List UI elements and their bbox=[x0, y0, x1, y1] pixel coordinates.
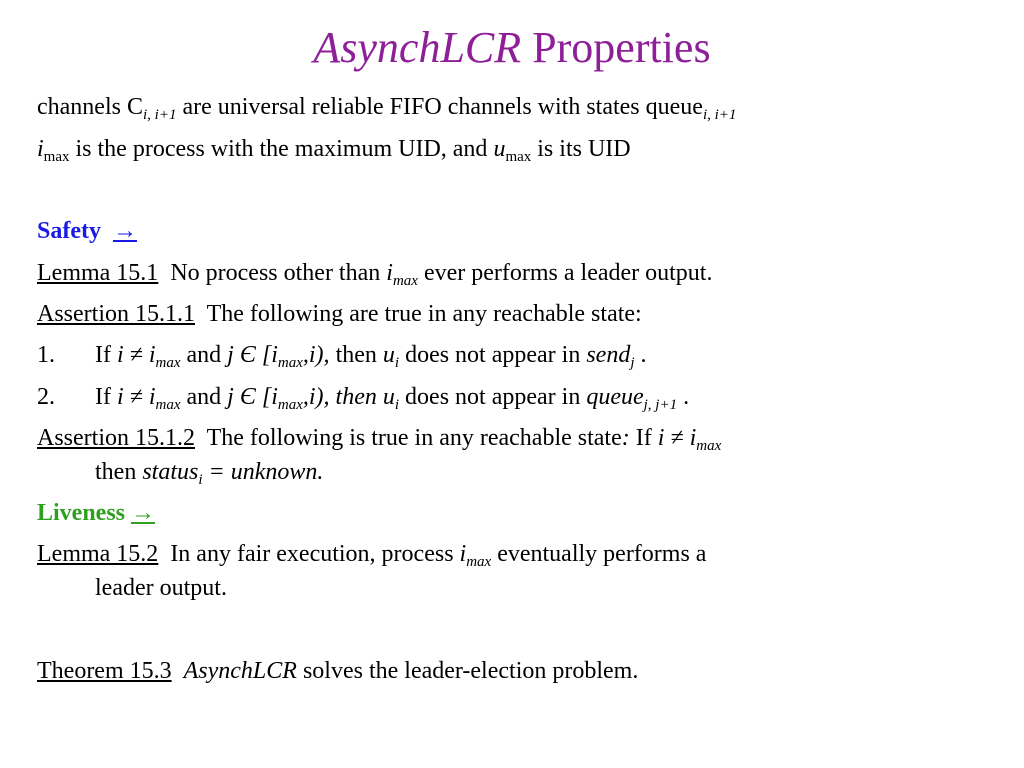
liveness-heading: Liveness → bbox=[37, 500, 156, 526]
lemma-15-1: Lemma 15.1 No process other than $i_{max}$ ever performs a leader output. bbox=[37, 260, 713, 289]
list-item-2: 2. If $i \ne i_{max}$ and j Є $[i_{max},i)$, then $u_i$ does not appear in queue$_{j, j+1}$ . bbox=[37, 384, 690, 413]
theorem-15-3: Theorem 15.3 AsynchLCR solves the leader-election problem. bbox=[37, 658, 639, 684]
safety-arrow-link[interactable]: → bbox=[112, 218, 137, 244]
channels-line: channels $C_{i, i+1}$ are universal reliable FIFO channels with states queue$_{i, i+1}$ bbox=[37, 94, 737, 123]
lemma-15-2-cont: leader output. bbox=[95, 575, 227, 601]
assertion-15-1-2: Assertion 15.1.2 The following is true in any reachable state: If $i \ne i_{max}$ bbox=[37, 425, 722, 454]
list-item-1: 1. If $i \ne i_{max}$ and j Є $[i_{max},i)$, then $u_i$ does not appear in send$_j$ . bbox=[37, 342, 647, 371]
lemma-15-2: Lemma 15.2 In any fair execution, process $i_{max}$ eventually performs a bbox=[37, 541, 707, 570]
assertion-15-1-1: Assertion 15.1.1 The following are true in any reachable state: bbox=[37, 301, 642, 327]
safety-heading: Safety → bbox=[37, 218, 137, 244]
slide-title: AsynchLCR Properties bbox=[313, 23, 711, 72]
assertion-15-1-2-cont: then status$_i$ = unknown. bbox=[95, 459, 324, 488]
imax-line: $i_{max}$ is the process with the maximum UID, and $u_{max}$ is its UID bbox=[37, 136, 631, 165]
liveness-arrow-link[interactable]: → bbox=[131, 500, 156, 526]
